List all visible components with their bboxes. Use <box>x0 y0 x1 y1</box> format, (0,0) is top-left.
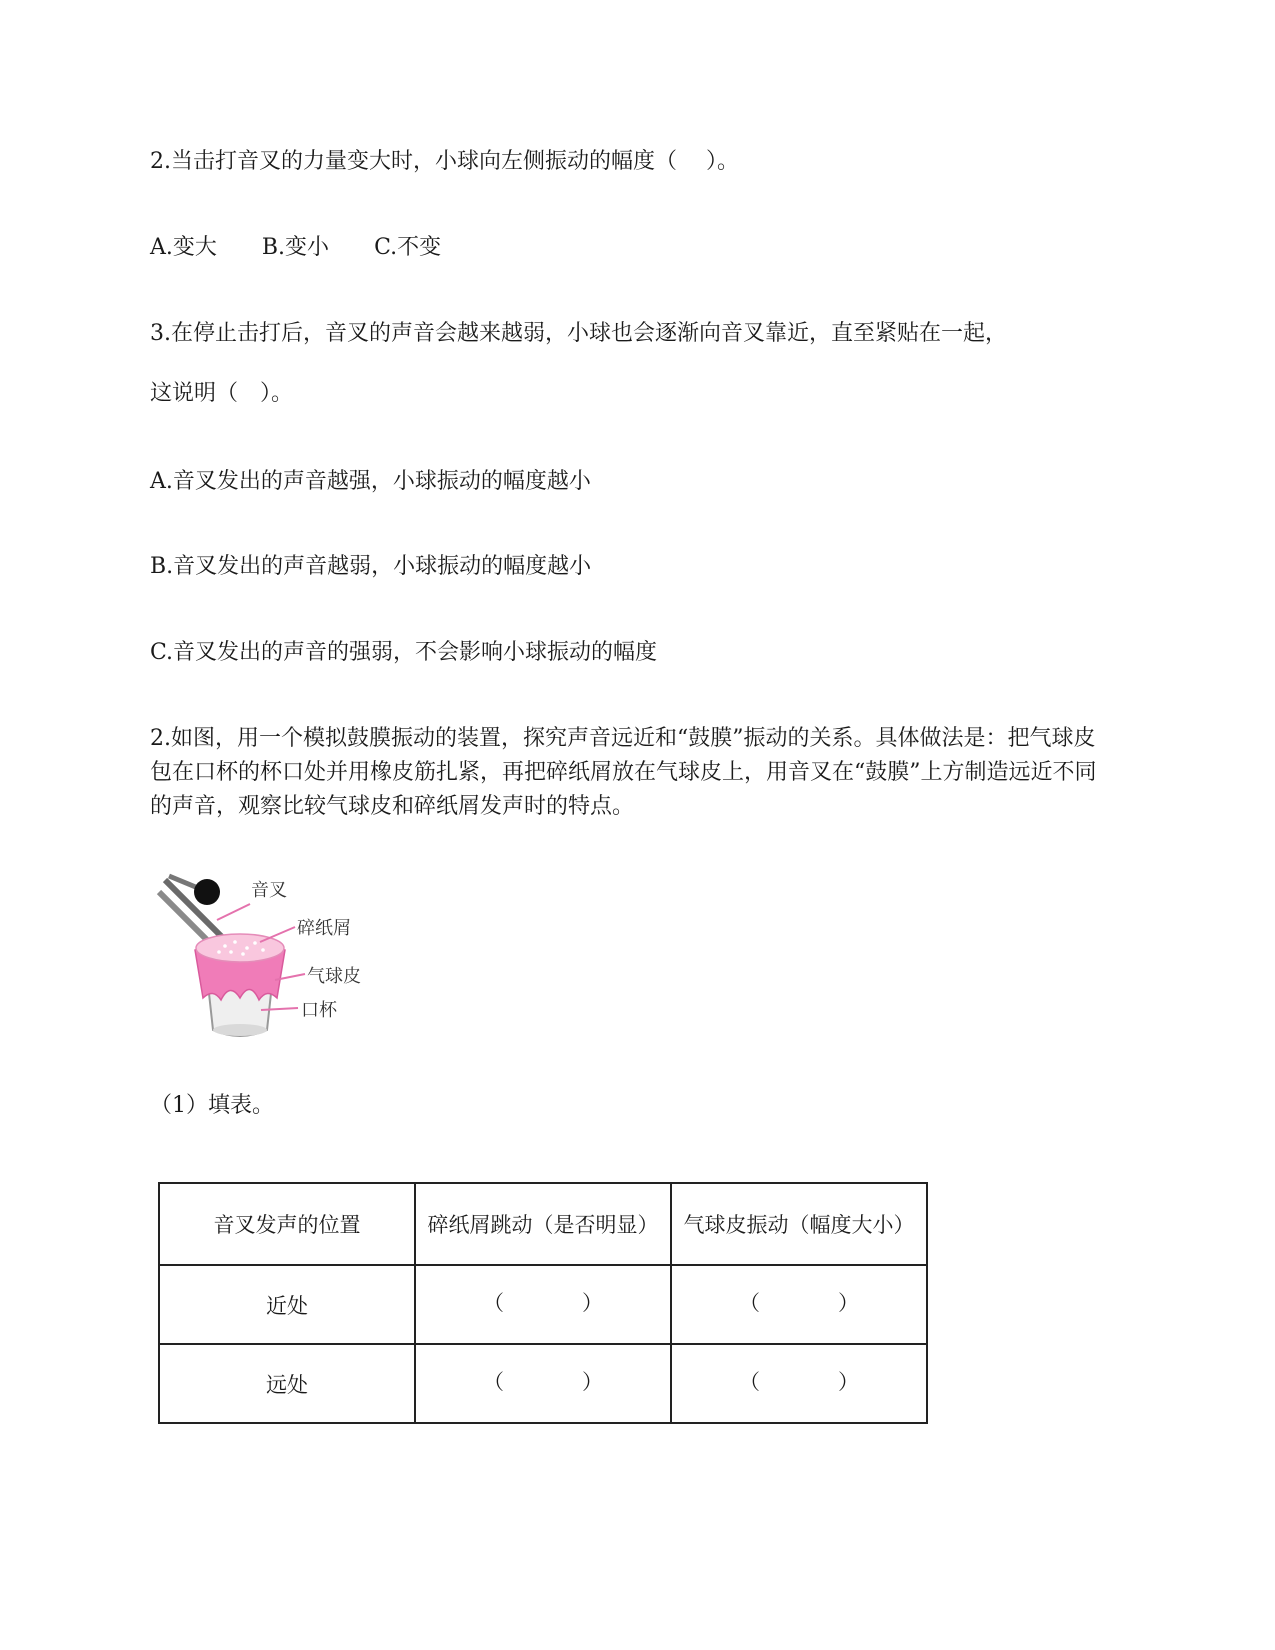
answer-blank-cell[interactable] <box>671 1265 927 1344</box>
question-3-stem-line2: 这说明（ ）。 <box>150 381 294 406</box>
paren-close: ） <box>582 1291 603 1315</box>
question-3-option-c[interactable]: C.音叉发出的声音的强弱，不会影响小球振动的幅度 <box>150 640 658 665</box>
eardrum-model-figure <box>155 870 395 1040</box>
paren-open: （ <box>739 1370 760 1394</box>
table-row <box>159 1344 927 1423</box>
experiment-description: 2.如图，用一个模拟鼓膜振动的装置，探究声音远近和“鼓膜”振动的关系。具体做法是：把气球皮包在口杯的杯口处并用橡皮筋扎紧，再把碎纸屑放在气球皮上，用音叉在“鼓膜”上方制造远近不同的声音，观察比较气球皮和碎纸屑发声时的特点。 <box>150 726 1097 819</box>
label-tuning-fork: 音叉 <box>251 880 287 901</box>
question-2-options <box>150 232 479 264</box>
question-3-option-a[interactable]: A.音叉发出的声音越强，小球振动的幅度越小 <box>150 469 591 494</box>
row-position-far: 远处 <box>159 1344 415 1423</box>
question-3-stem-line1: 3.在停止击打后，音叉的声音会越来越弱，小球也会逐渐向音叉靠近，直至紧贴在一起， <box>150 321 1007 346</box>
option-b[interactable]: B.变小 <box>261 235 330 260</box>
header-paper-jump: 碎纸屑跳动（是否明显） <box>415 1183 671 1265</box>
label-cup: 口杯 <box>301 1000 337 1021</box>
option-a[interactable]: A.变大 <box>150 235 217 260</box>
answer-table <box>158 1182 928 1424</box>
label-balloon-skin: 气球皮 <box>307 966 361 987</box>
paren-open: （ <box>483 1370 504 1394</box>
paren-close: ） <box>838 1370 859 1394</box>
balloon-skin-icon <box>195 934 285 1000</box>
paren-open: （ <box>483 1291 504 1315</box>
answer-blank-cell[interactable] <box>415 1344 671 1423</box>
header-balloon-vibration: 气球皮振动（幅度大小） <box>671 1183 927 1265</box>
answer-blank-cell[interactable] <box>671 1344 927 1423</box>
sub-question-1-instruction: （1）填表。 <box>150 1093 274 1118</box>
table-row <box>159 1265 927 1344</box>
header-position: 音叉发声的位置 <box>159 1183 415 1265</box>
label-paper-scraps: 碎纸屑 <box>297 918 351 939</box>
paren-close: ） <box>838 1291 859 1315</box>
paren-open: （ <box>739 1291 760 1315</box>
row-position-near: 近处 <box>159 1265 415 1344</box>
option-c[interactable]: C.不变 <box>374 235 442 260</box>
question-3-option-b[interactable]: B.音叉发出的声音越弱，小球振动的幅度越小 <box>150 554 592 579</box>
answer-blank-cell[interactable] <box>415 1265 671 1344</box>
question-2-stem: 2.当击打音叉的力量变大时，小球向左侧振动的幅度（ ）。 <box>150 149 739 174</box>
table-header-row <box>159 1183 927 1265</box>
paren-close: ） <box>582 1370 603 1394</box>
